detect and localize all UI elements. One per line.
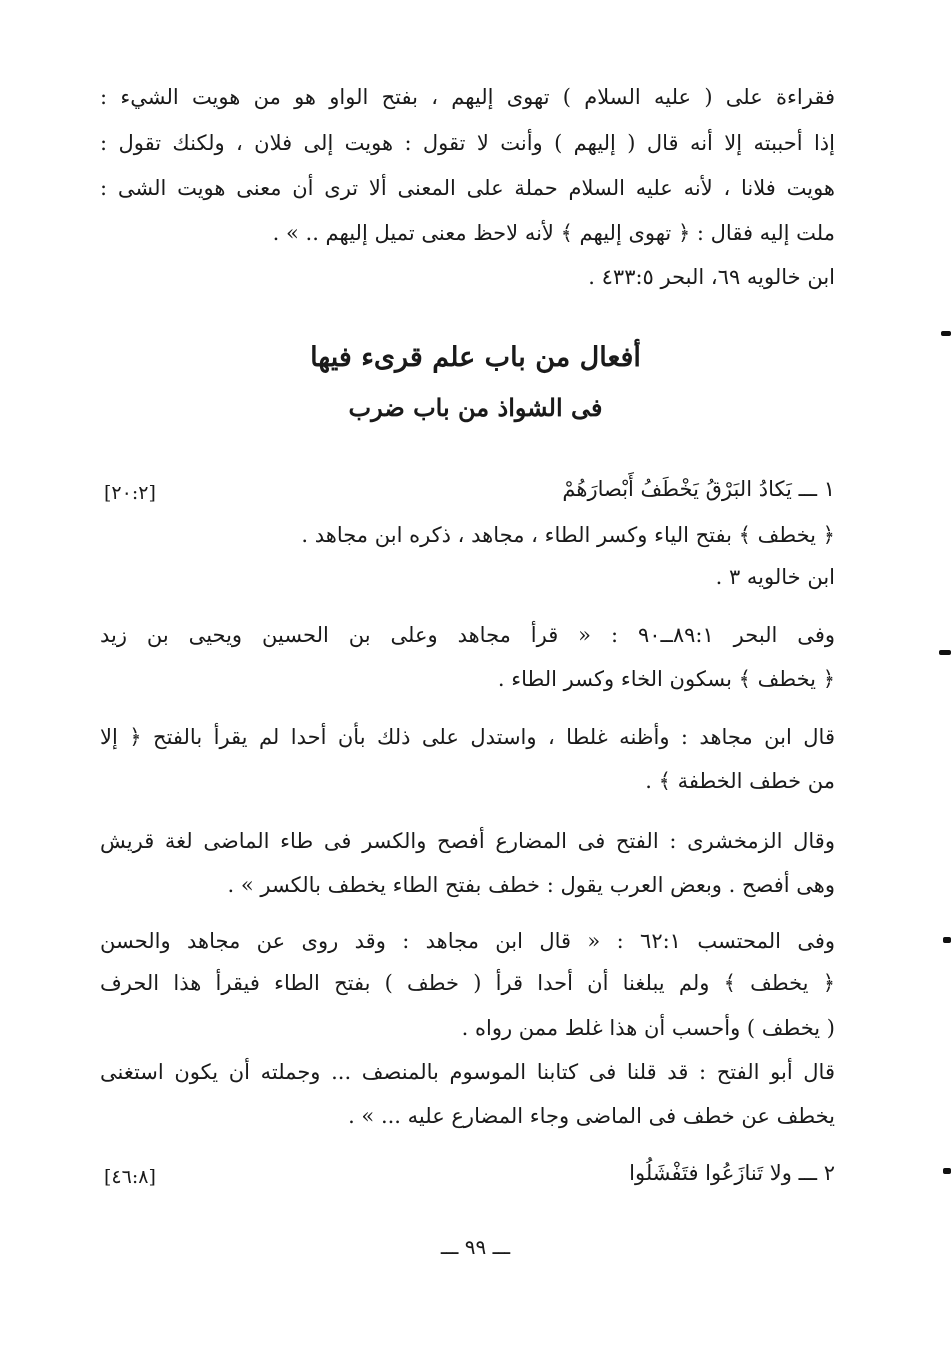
intro-line-2: إذا أحببته إلا أنه قال ( إليهم ) وأنت لا تقول : هويت إلى فلان ، ولكنك تقول : (100, 131, 835, 155)
paragraph-3-line-1: قال ابن مجاهد : وأظنه غلطا ، واستدل على ذلك بأن أحدا لم يقرأ بالفتح ﴿ إلا (100, 725, 835, 749)
paragraph-5-line-2: ﴿ يخطف ﴾ ولم يبلغنا أن أحدا قرأ ( خطف ) بفتح الطاء فيقرأ هذا الحرف (100, 971, 835, 995)
paragraph-4-line-1: وقال الزمخشرى : الفتح فى المضارع أفصح والكسر فى طاء الماضى لغة قريش (100, 829, 835, 853)
margin-mark (943, 937, 951, 943)
margin-mark (941, 331, 951, 336)
paragraph-1-line-2: ابن خالويه ٣ . (715, 565, 835, 589)
paragraph-5-line-1: وفى المحتسب ٦٢:١ : « قال ابن مجاهد : وقد روى عن مجاهد والحسن (100, 929, 835, 953)
paragraph-3-line-2: من خطف الخطفة ﴾ . (645, 769, 835, 793)
margin-mark (939, 650, 951, 655)
intro-source: ابن خالويه ٦٩، البحر ٤٣٣:٥ . (588, 265, 835, 289)
paragraph-6-line-2: يخطف عن خطف فى الماضى وجاء المضارع عليه ... » . (348, 1104, 835, 1128)
paragraph-5-line-3: ( يخطف ) وأحسب أن هذا غلط ممن رواه . (461, 1016, 835, 1040)
intro-line-3: هويت فلانا ، لأنه عليه السلام حملة على المعنى ألا ترى أن معنى هويت الشى : (100, 176, 835, 200)
page-number: ـــ ٩٩ ـــ (440, 1235, 511, 1259)
entry-2-reference: [٤٦:٨] (104, 1166, 156, 1188)
intro-line-1: فقراءة على ( عليه السلام ) تهوى إليهم ، بفتح الواو هو من هويت الشيء : (100, 85, 835, 109)
entry-1-verse: ١ ـــ يَكادُ البَرْقُ يَخْطَفُ أَبْصارَهُمْ (562, 477, 835, 501)
section-title: أفعال من باب علم قرىء فيها (310, 342, 641, 373)
intro-line-4: ملت إليه فقال : ﴿ تهوى إليهم ﴾ لأنه لاحظ معنى تميل إليهم .. » . (272, 221, 835, 245)
paragraph-4-line-2: وهى أفصح . وبعض العرب يقول : خطف بفتح الطاء يخطف بالكسر » . (227, 873, 835, 897)
paragraph-2-line-1: وفى البحر ٨٩:١ــ٩٠ : « قرأ مجاهد وعلى بن الحسين ويحيى بن زيد (100, 623, 835, 647)
paragraph-1-line-1: ﴿ يخطف ﴾ بفتح الياء وكسر الطاء ، مجاهد ، ذكره ابن مجاهد . (301, 523, 835, 547)
entry-2-verse: ٢ ـــ ولا تَنازَعُوا فتَفْشَلُوا (629, 1161, 835, 1185)
paragraph-2-line-2: ﴿ يخطف ﴾ بسكون الخاء وكسر الطاء . (497, 667, 835, 691)
paragraph-6-line-1: قال أبو الفتح : قد قلنا فى كتابنا الموسوم بالمنصف ... وجملته أن يكون استغنى (100, 1060, 835, 1084)
section-subtitle: فى الشواذ من باب ضرب (348, 393, 603, 422)
margin-mark (943, 1168, 951, 1174)
entry-1-reference: [٢٠:٢] (104, 482, 156, 504)
